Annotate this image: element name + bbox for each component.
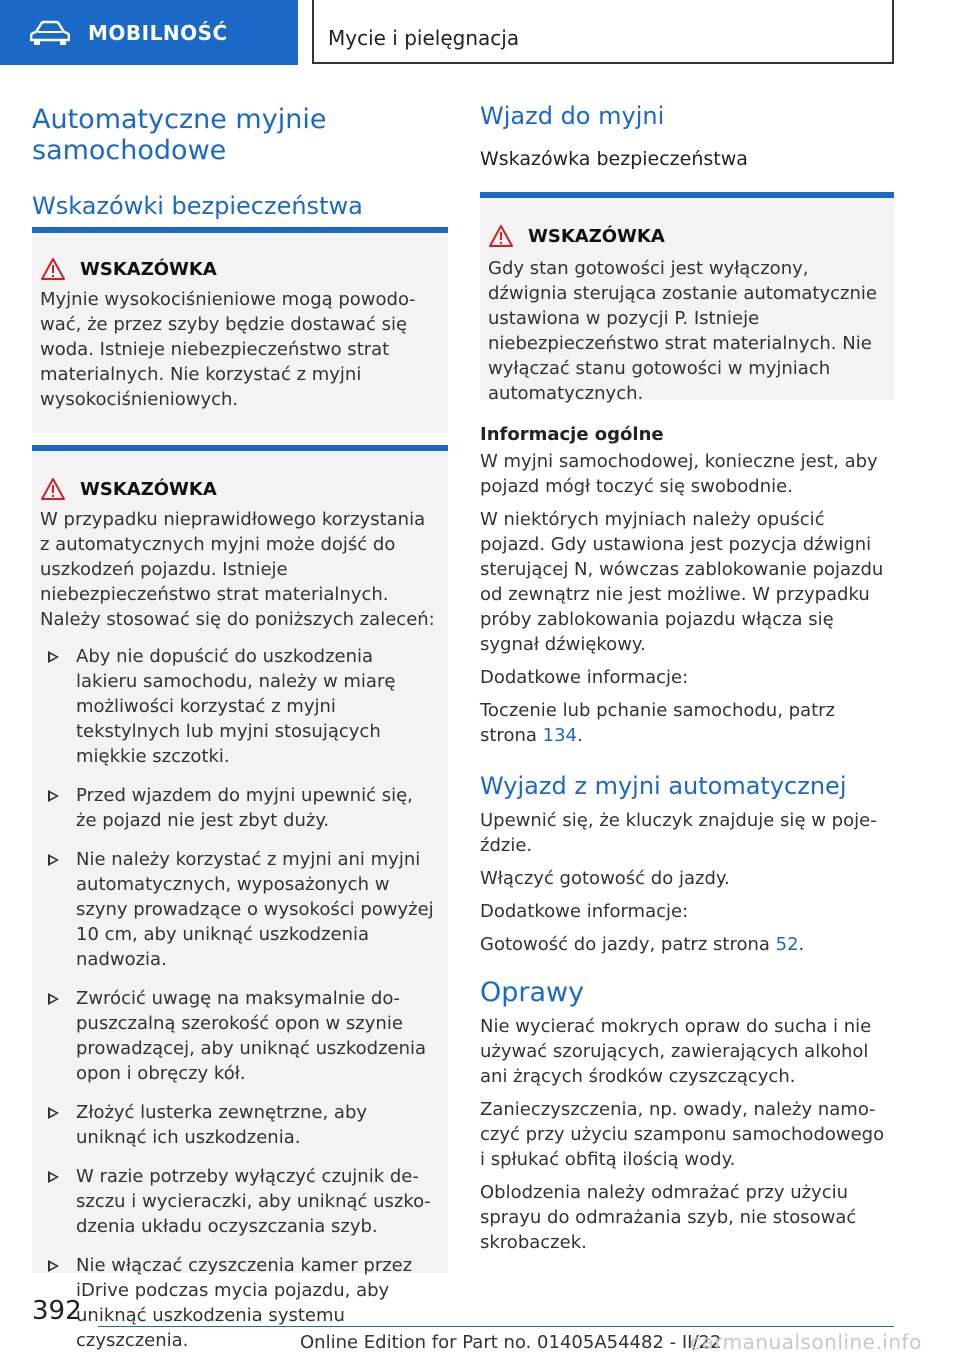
right-heading-block: [480, 102, 894, 170]
warning-icon: [40, 477, 66, 501]
entry-heading: Wjazd do myjni: [480, 102, 665, 130]
warning-box-3: [480, 192, 894, 404]
list-item: Nie włączać czyszczenia kamer przez iDrive podczas mycia pojazdu, aby uniknąć uszkodzenia systemu czyszczenia.: [40, 1253, 436, 1353]
list-item: Aby nie dopuścić do uszkodzenia lakieru samochodu, należy w miarę możliwości korzystać z myjni tekstylnych lub myjni stosujących miękkie szczotki.: [40, 644, 436, 769]
warning-text: Gdy stan gotowości jest wyłączony, dźwignia sterująca zostanie automatycznie ustawiona w pozycji P. Istnieje niebezpieczeństwo strat materialnych. Nie wyłączać stanu gotowości w myjniach automatycznych.: [488, 258, 877, 404]
list-item: Zwrócić uwagę na maksymalnie dopuszczalną szerokość opon w szynie prowadzącej, aby uniknąć uszkodzenia opon i obręczy kół.: [40, 986, 436, 1086]
lights-heading: Oprawy: [480, 977, 585, 1008]
section-heading: Automatyczne myjnie samochodowe: [32, 104, 327, 166]
list-item: Złożyć lusterka zewnętrzne, aby uniknąć ich uszkodzenia.: [40, 1100, 436, 1150]
subsection-heading: Wskazówki bezpieczeństwa: [32, 192, 363, 220]
page-link[interactable]: 52: [775, 934, 799, 955]
list-item: Przed wjazdem do myjni upewnić się, że pojazd nie jest zbyt duży.: [40, 783, 436, 833]
chapter-title: Mycie i pielęgnacja: [328, 26, 520, 50]
paragraph: Dodatkowe informacje:: [480, 667, 689, 688]
car-icon: [30, 20, 70, 46]
warning-text: W przypadku nieprawidłowego korzystania z automatycznych myjni może dojść do uszkodzeń pojazdu. Istnieje niebezpieczeństwo strat materialnych. Należy stosować się do poniższych zaleceń:: [40, 509, 435, 630]
recommendation-list: [40, 644, 436, 1353]
warning-header: [40, 477, 436, 501]
list-item: Nie należy korzystać z myjni ani myjni automatycznych, wyposażonych w szyny prowadzące o wysokości powyżej 10 cm, aby uniknąć uszkodzenia nadwozia.: [40, 847, 436, 972]
bullet-triangle-icon: [48, 651, 59, 663]
bullet-triangle-icon: [48, 854, 59, 866]
watermark: carmanualsonline.info: [690, 1330, 922, 1354]
warning-text: Myjnie wysokociśnieniowe mogą powodować, że przez szyby będzie dostawać się woda. Istnieje niebezpieczeństwo strat materialnych. Nie korzystać z myjni wysokociśnieniowych.: [40, 289, 416, 410]
warning-icon: [488, 224, 514, 248]
warning-label: WSKAZÓWKA: [528, 225, 665, 247]
right-body: [480, 424, 894, 1263]
warning-icon: [40, 257, 66, 281]
left-heading-block: [32, 104, 432, 220]
chapter-title-box: [312, 0, 894, 64]
paragraph: Zanieczyszczenia, np. owady, należy namoczyć przy użyciu szamponu samochodowego i spłukać obfitą ilością wody.: [480, 1099, 885, 1170]
warning-header: [488, 224, 884, 248]
list-item: W razie potrzeby wyłączyć czujnik deszczu i wycieraczki, aby uniknąć uszkodzenia układu oczyszczania szyb.: [40, 1164, 436, 1239]
section-tab: [0, 0, 298, 65]
bullet-triangle-icon: [48, 1171, 59, 1183]
bullet-triangle-icon: [48, 790, 59, 802]
paragraph: Nie wycierać mokrych opraw do sucha i nie używać szorujących, zawierających alkohol ani żrących środków czyszczących.: [480, 1016, 872, 1087]
exit-heading: Wyjazd z myjni automatycznej: [480, 772, 847, 800]
warning-label: WSKAZÓWKA: [80, 258, 217, 280]
paragraph: Upewnić się, że kluczyk znajduje się w pojeździe.: [480, 810, 877, 856]
edition-note: Online Edition for Part no. 01405A54482 - II/22: [300, 1332, 722, 1353]
page-link[interactable]: 134: [542, 725, 577, 746]
entry-subheading: Wskazówka bezpieczeństwa: [480, 148, 748, 170]
general-info-heading: Informacje ogólne: [480, 424, 664, 445]
paragraph: Oblodzenia należy odmrażać przy użyciu sprayu do odmrażania szyb, nie stosować skrobaczek.: [480, 1182, 857, 1253]
page-reference: Toczenie lub pchanie samochodu, patrz strona 134.: [480, 700, 836, 746]
paragraph: Dodatkowe informacje:: [480, 901, 689, 922]
paragraph: W myjni samochodowej, konieczne jest, aby pojazd mógł toczyć się swobodnie.: [480, 451, 878, 497]
footer-divider: [98, 1326, 894, 1327]
warning-label: WSKAZÓWKA: [80, 478, 217, 500]
paragraph: W niektórych myjniach należy opuścić pojazd. Gdy ustawiona jest pozycja dźwigni sterującej N, wówczas zablokowanie pojazdu od zewnątrz nie jest możliwe. W przypadku próby zablokowania pojazdu włącza się sygnał dźwiękowy.: [480, 509, 884, 655]
bullet-triangle-icon: [48, 1107, 59, 1119]
warning-box-1: [32, 227, 448, 433]
page-reference: Gotowość do jazdy, patrz strona 52.: [480, 934, 805, 955]
bullet-triangle-icon: [48, 993, 59, 1005]
section-label: MOBILNOŚĆ: [88, 20, 228, 45]
warning-header: [40, 257, 436, 281]
bullet-triangle-icon: [48, 1260, 59, 1272]
page-number: 392: [32, 1296, 82, 1326]
paragraph: Włączyć gotowość do jazdy.: [480, 868, 730, 889]
